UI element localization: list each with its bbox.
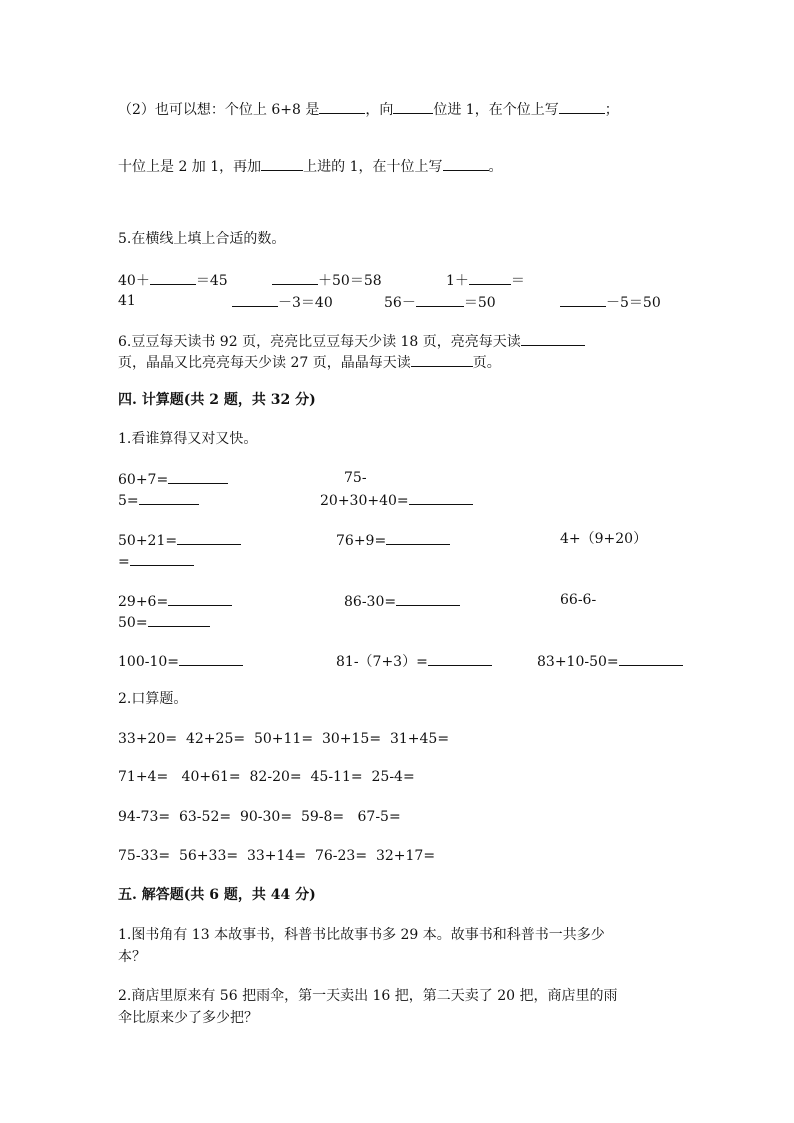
text: 位进 1，在个位上写: [433, 102, 559, 118]
answer-blank[interactable]: [559, 99, 605, 114]
answer-blank[interactable]: [177, 530, 241, 545]
answer-blank[interactable]: [409, 490, 473, 505]
answer-blank[interactable]: [428, 651, 492, 666]
q5-item-3-cont: 41: [118, 293, 136, 309]
q5-item-3: 1＋ ＝: [446, 270, 525, 290]
answer-blank[interactable]: [386, 530, 450, 545]
text: 上进的 1，在十位上写: [303, 159, 443, 175]
fill-blank-line: [118, 99, 619, 119]
question-5-title: 5.在横线上填上合适的数。: [118, 231, 286, 247]
answer-blank[interactable]: [148, 612, 210, 627]
text: 十位上是 2 加 1，再加: [118, 159, 262, 175]
calc-item: 29+6=: [118, 591, 232, 611]
answer-blank[interactable]: [179, 651, 243, 666]
answer-blank[interactable]: [168, 469, 228, 484]
answer-blank[interactable]: [560, 292, 606, 307]
section-5-heading: 五. 解答题(共 6 题，共 44 分): [118, 887, 316, 903]
calc-item: 50=: [118, 612, 210, 632]
answer-blank[interactable]: [443, 156, 489, 171]
word-problem-2-cont: 伞比原来少了多少把？: [118, 1010, 258, 1026]
answer-blank[interactable]: [168, 591, 232, 606]
mental-math-row: 75-33= 56+33= 33+14= 76-23= 32+17=: [118, 848, 436, 864]
calc-item: 20+30+40=: [320, 490, 473, 510]
question-6-line-1: 6.豆豆每天读书 92 页，亮亮比豆豆每天少读 18 页，亮亮每天读: [118, 331, 585, 351]
answer-blank[interactable]: [619, 651, 683, 666]
q5-item-2: ＋50＝58: [272, 270, 382, 290]
calc-item: 83+10-50=: [537, 651, 683, 671]
q5-item-6: －5＝50: [560, 292, 661, 312]
answer-blank[interactable]: [261, 156, 303, 171]
calc-item: 100-10=: [118, 651, 243, 671]
word-problem-1-cont: 本？: [118, 949, 146, 965]
answer-blank[interactable]: [150, 270, 196, 285]
q5-item-4: －3＝40: [232, 292, 333, 312]
calc-item: 50+21=: [118, 530, 241, 550]
section-4-heading: 四. 计算题(共 2 题，共 32 分): [118, 392, 316, 408]
calc-item: 86-30=: [344, 591, 460, 611]
text: （2）也可以想：个位上 6+8 是: [118, 102, 320, 118]
word-problem-2: 2.商店里原来有 56 把雨伞，第一天卖出 16 把，第二天卖了 20 把，商店里的雨: [118, 988, 618, 1004]
answer-blank[interactable]: [139, 490, 199, 505]
text: 。: [488, 159, 503, 175]
answer-blank[interactable]: [272, 270, 318, 285]
calc-item: 60+7=: [118, 469, 228, 489]
q5-item-5: 56－ ＝50: [384, 292, 496, 312]
answer-blank[interactable]: [232, 292, 278, 307]
question-6-line-2: 页，晶晶又比亮亮每天少读 27 页，晶晶每天读 页。: [118, 352, 501, 372]
answer-blank[interactable]: [469, 270, 511, 285]
mental-math-row: 94-73= 63-52= 90-30= 59-8= 67-5=: [118, 809, 401, 825]
word-problem-1: 1.图书角有 13 本故事书，科普书比故事书多 29 本。故事书和科普书一共多少: [118, 927, 605, 943]
answer-blank[interactable]: [411, 352, 473, 367]
calc-item: 81-（7+3）=: [336, 651, 492, 671]
mental-math-row: 71+4= 40+61= 82-20= 45-11= 25-4=: [118, 769, 415, 785]
answer-blank[interactable]: [416, 292, 464, 307]
answer-blank[interactable]: [393, 99, 433, 114]
answer-blank[interactable]: [319, 99, 365, 114]
q5-item-1: 40＋ ＝45: [118, 270, 228, 290]
answer-blank[interactable]: [521, 331, 585, 346]
section-4-q2-title: 2.口算题。: [118, 691, 188, 707]
section-4-q1-title: 1.看谁算得又对又快。: [118, 431, 258, 447]
calc-item: =: [118, 551, 194, 571]
calc-item: 76+9=: [336, 530, 450, 550]
mental-math-row: 33+20= 42+25= 50+11= 30+15= 31+45=: [118, 731, 450, 747]
answer-blank[interactable]: [130, 551, 194, 566]
calc-item: 4+（9+20）: [560, 531, 648, 547]
calc-item: 66-6-: [560, 592, 597, 608]
calc-item: 75-: [344, 470, 367, 486]
fill-blank-line: [118, 156, 503, 176]
text: ，向: [365, 102, 394, 118]
answer-blank[interactable]: [396, 591, 460, 606]
text: ；: [604, 102, 619, 118]
calc-item: 5=: [118, 490, 199, 510]
